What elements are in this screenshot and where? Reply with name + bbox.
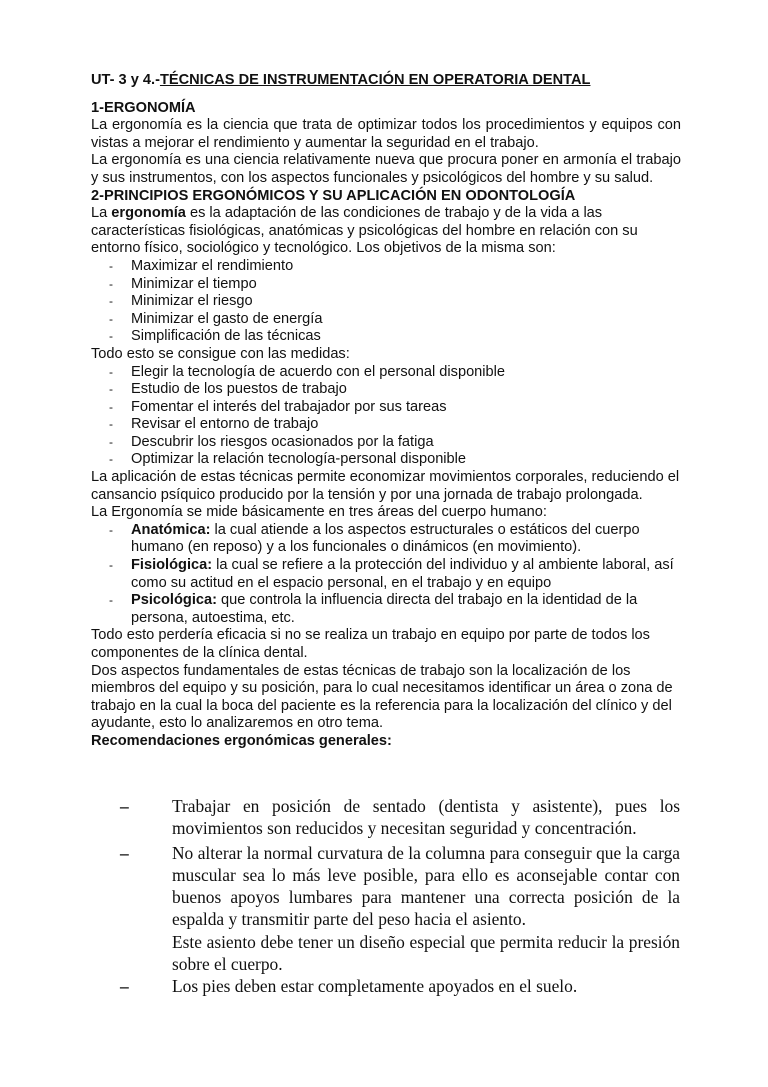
- list-item-text: Minimizar el tiempo: [131, 275, 257, 292]
- dash-bullet: –: [120, 796, 129, 816]
- list-item-text: Simplificación de las técnicas: [131, 328, 321, 345]
- list-item: [109, 293, 681, 311]
- paragraph: Dos aspectos fundamentales de estas técnicas de trabajo son la localización de los miembros del equipo y su posición, para lo cual necesitamos identificar un área o zona de trabajo en la cual la boca del paciente es la referencia para la localización del clínico y del ayudante, esto lo analizaremos en otro tema.: [91, 662, 673, 732]
- area-name: Anatómica:: [131, 521, 211, 538]
- dash-bullet: -: [109, 311, 113, 326]
- dash-bullet: -: [109, 417, 113, 432]
- area-text: que controla la influencia directa del trabajo en la identidad de la persona, autoestima, etc.: [131, 592, 638, 626]
- medidas-list: [91, 364, 681, 470]
- dash-bullet: -: [109, 399, 113, 414]
- list-item: [109, 310, 681, 329]
- list-item-text: Maximizar el rendimiento: [131, 257, 294, 274]
- dash-bullet: -: [109, 364, 113, 379]
- dash-bullet: -: [109, 276, 113, 291]
- list-item: [109, 381, 681, 399]
- list-item-text: Optimizar la relación tecnología-personal disponible: [131, 451, 467, 468]
- list-item: [109, 416, 681, 434]
- list-item: [109, 363, 681, 382]
- paragraph: La ergonomía es una ciencia relativamente nueva que procura poner en armonía el trabajo y sus instrumentos, con los aspectos funcionales y psicológicos del hombre y su salud.: [91, 152, 681, 186]
- bold-term: ergonomía: [111, 205, 186, 222]
- list-item-text: Fomentar el interés del trabajador por sus tareas: [131, 398, 447, 415]
- dash-bullet: -: [109, 593, 113, 608]
- recommendation-item: [120, 795, 680, 840]
- area-name: Psicológica:: [131, 592, 217, 609]
- recommendation-item: [120, 842, 680, 931]
- dash-bullet: -: [109, 329, 113, 344]
- area-text: la cual atiende a los aspectos estructurales o estáticos del cuerpo humano (en reposo) y a los funcionales o dinámicos (en movimiento).: [131, 521, 640, 556]
- title-prefix: UT- 3 y 4.-: [91, 72, 160, 88]
- dash-bullet: –: [120, 976, 129, 997]
- dash-bullet: -: [109, 558, 113, 573]
- objetivos-list: [91, 258, 681, 346]
- text-run: La: [91, 205, 112, 222]
- paragraph: La Ergonomía se mide básicamente en tres áreas del cuerpo humano:: [91, 504, 547, 521]
- dash-bullet: –: [120, 842, 129, 863]
- recommendation-text: Trabajar en posición de sentado (dentista y asistente), pues los movimientos son reducidos y necesitan seguridad y concentración.: [172, 796, 680, 839]
- list-item: [109, 557, 681, 592]
- list-item-text: Minimizar el riesgo: [131, 293, 253, 310]
- list-item: [109, 257, 681, 276]
- list-item-text: Elegir la tecnología de acuerdo con el personal disponible: [131, 363, 506, 380]
- paragraph: La aplicación de estas técnicas permite economizar movimientos corporales, reduciendo el cansancio psíquico producido por la tensión y por una jornada de trabajo prolongada.: [91, 469, 680, 503]
- list-item: [109, 521, 681, 557]
- list-item-text: Estudio de los puestos de trabajo: [131, 381, 347, 398]
- recommendation-item: [120, 975, 680, 997]
- list-item: [109, 275, 681, 294]
- scanned-recommendations: [120, 795, 680, 998]
- paragraph: La ergonomía es la ciencia que trata de optimizar todos los procedimientos y equipos con vistas a mejorar el rendimiento y aumentar la seguridad en el trabajo.: [91, 117, 681, 151]
- document-title: [91, 72, 681, 90]
- paragraph-ergonomia: [91, 205, 681, 258]
- list-item: [109, 398, 681, 417]
- list-item: [109, 451, 681, 469]
- area-name: Fisiológica:: [131, 557, 213, 574]
- dash-bullet: -: [109, 522, 113, 537]
- dash-bullet: -: [109, 294, 113, 309]
- list-item: [109, 433, 681, 452]
- section-2-heading: 2-PRINCIPIOS ERGONÓMICOS Y SU APLICACIÓN EN ODONTOLOGÍA: [91, 187, 576, 204]
- list-item-text: Minimizar el gasto de energía: [131, 310, 323, 327]
- text-run: es la adaptación de las condiciones de trabajo y de la vida a las características fisiológicas, anatómicas y psicológicas del hombre en relación con su entorno físico, sociológico y tecnológico. Los objetivos de la misma son:: [91, 205, 638, 257]
- list-item: [109, 328, 681, 346]
- dash-bullet: -: [109, 452, 113, 467]
- paragraph: Todo esto perdería eficacia si no se realiza un trabajo en equipo por parte de todos los componentes de la clínica dental.: [91, 627, 650, 661]
- document-page: [91, 72, 681, 751]
- section-1-heading: 1-ERGONOMÍA: [91, 99, 196, 116]
- dash-bullet: -: [109, 382, 113, 397]
- list-item: [109, 592, 681, 627]
- recommendation-text: No alterar la normal curvatura de la columna para conseguir que la carga muscular sea lo más leve posible, para ello es aconsejable contar con buenos apoyos lumbares para mantener una correcta posición de la espalda y transmitir parte del peso hacia el asiento.: [172, 842, 680, 930]
- recommendation-text: Los pies deben estar completamente apoyados en el suelo.: [172, 976, 578, 997]
- areas-list: [91, 522, 681, 628]
- paragraph: Todo esto se consigue con las medidas:: [91, 345, 350, 362]
- list-item-text: Revisar el entorno de trabajo: [131, 416, 319, 433]
- list-item-text: Descubrir los riesgos ocasionados por la fatiga: [131, 433, 434, 450]
- recommendation-continuation: Este asiento debe tener un diseño especial que permita reducir la presión sobre el cuerpo.: [172, 931, 680, 975]
- area-text: la cual se refiere a la protección del individuo y al ambiente laboral, así como su actitud en el espacio personal, en el trabajo y en equipo: [131, 557, 674, 591]
- dash-bullet: -: [109, 258, 113, 273]
- recommendations-heading: Recomendaciones ergonómicas generales:: [91, 732, 392, 749]
- dash-bullet: -: [109, 434, 113, 449]
- title-main: TÉCNICAS DE INSTRUMENTACIÓN EN OPERATORIA DENTAL: [159, 72, 591, 88]
